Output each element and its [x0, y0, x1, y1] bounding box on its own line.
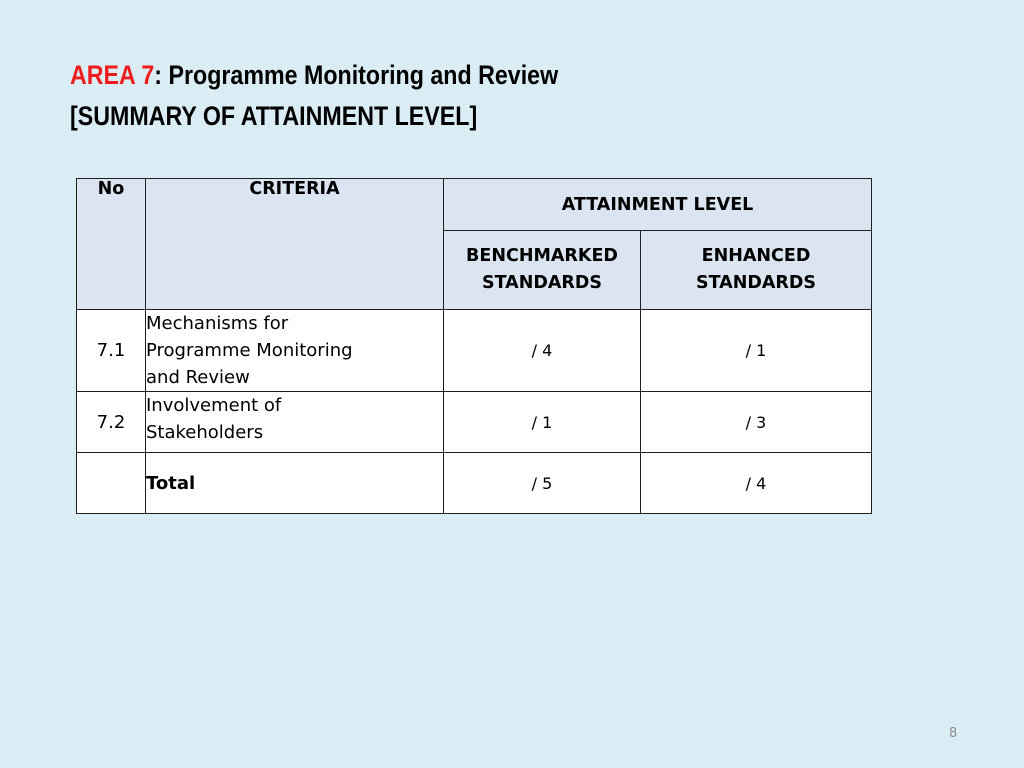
total-benchmarked-value: / 5 [444, 453, 641, 514]
criteria-line: Programme Monitoring [146, 340, 353, 361]
criteria-line: Mechanisms for [146, 313, 289, 334]
total-enhanced-value: / 4 [641, 453, 872, 514]
table-row [77, 310, 872, 392]
row-criteria [146, 392, 444, 453]
title-heading: : Programme Monitoring and Review [154, 60, 559, 90]
row-enhanced-value: / 1 [641, 310, 872, 392]
table-total-row [77, 453, 872, 514]
area-label: AREA 7 [70, 60, 155, 90]
header-benchmarked-standards [444, 231, 641, 310]
attainment-summary-table [76, 178, 872, 514]
header-no: No [77, 179, 146, 310]
header-enhanced-line1: ENHANCED [701, 246, 811, 266]
title-subheading: [SUMMARY OF ATTAINMENT LEVEL] [70, 101, 478, 131]
row-benchmarked-value: / 4 [444, 310, 641, 392]
row-number: 7.1 [77, 310, 146, 392]
total-label: Total [146, 453, 444, 514]
table-header-row [77, 179, 872, 231]
criteria-line: Involvement of [146, 395, 282, 416]
row-benchmarked-value: / 1 [444, 392, 641, 453]
row-criteria [146, 310, 444, 392]
header-enhanced-line2: STANDARDS [695, 273, 817, 293]
page-number: 8 [949, 726, 958, 741]
row-enhanced-value: / 3 [641, 392, 872, 453]
header-benchmarked-line2: STANDARDS [481, 273, 603, 293]
criteria-line: Stakeholders [146, 422, 264, 443]
title-line-1 [70, 55, 558, 96]
header-enhanced-standards [641, 231, 872, 310]
row-number: 7.2 [77, 392, 146, 453]
header-attainment-level: ATTAINMENT LEVEL [444, 179, 872, 231]
total-empty-cell [77, 453, 146, 514]
slide-title [70, 55, 558, 137]
table-row [77, 392, 872, 453]
criteria-line: and Review [146, 367, 250, 388]
header-benchmarked-line1: BENCHMARKED [466, 246, 618, 266]
header-criteria: CRITERIA [146, 179, 444, 310]
